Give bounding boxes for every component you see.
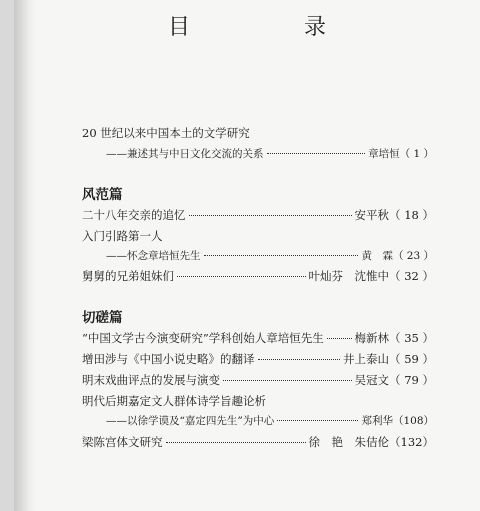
entry-page: （ 23 ） [392,250,434,262]
entry-title: 明代后期嘉定文人群体诗学旨趣论析 [82,394,266,408]
toc-entry [82,268,434,284]
entry-author: 梅新林 [354,331,390,345]
toc-entry [82,125,434,141]
toc-entry [82,351,434,367]
page-title: 目 录 [167,15,372,40]
entry-author: 吴冠文 [354,373,390,387]
entry-title: “中国文学古今演变研究”学科创始人章培恒先生 [82,331,324,345]
toc-entry [82,434,434,450]
entry-title: 梁陈宫体文研究 [82,435,163,449]
entry-page: （ 1 ） [399,148,434,160]
entry-page: （ 32 ） [389,269,434,283]
leader-dots [258,359,341,360]
entry-page: （ 35 ） [389,331,434,345]
entry-page: （ 59 ） [389,352,434,366]
leader-dots [277,420,358,421]
toc-entry [82,372,434,388]
toc-entry [82,228,434,244]
entry-title: 入门引路第一人 [82,229,163,243]
section-heading: 风范篇 [82,187,123,203]
document-page [14,0,480,511]
entry-author: 井上泰山 [343,352,390,366]
section-heading: 切磋篇 [82,310,123,326]
leader-dots [177,276,306,277]
leader-dots [166,442,306,443]
leader-dots [189,215,352,216]
entry-title: ——兼述其与中日文化交流的关系 [106,148,264,160]
toc-entry [106,413,434,428]
toc-entry [106,146,434,161]
entry-page: （ 18 ） [389,208,434,222]
entry-author: 章培恒 [368,148,400,160]
toc-entry [82,330,434,346]
entry-title: 明末戏曲评点的发展与演变 [82,373,220,387]
leader-dots [267,153,366,154]
entry-author: 叶灿芬 沈惟中 [308,269,390,283]
entry-author: 黄 霖 [361,250,393,262]
entry-title: ——以徐学谟及“嘉定四先生”为中心 [106,415,275,427]
entry-page: （132） [389,435,434,449]
toc-entry [82,207,434,223]
entry-title: 二十八年交亲的追忆 [82,208,186,222]
entry-author: 徐 艳 朱佶伦 [308,435,390,449]
entry-author: 安平秋 [354,208,390,222]
leader-dots [327,338,352,339]
leader-dots [204,255,359,256]
entry-title: 舅舅的兄弟姐妹们 [82,269,174,283]
entry-page: （ 79 ） [389,373,434,387]
entry-title: 20 世纪以来中国本土的文学研究 [82,126,250,140]
entry-title: ——怀念章培恒先生 [106,250,201,262]
entry-author: 郑利华 [361,415,393,427]
toc-entry [82,393,434,409]
book-spine-shadow [14,0,36,511]
leader-dots [223,380,352,381]
toc-entry [106,248,434,263]
entry-page: （108） [392,415,434,427]
entry-title: 增田涉与《中国小说史略》的翻译 [82,352,255,366]
